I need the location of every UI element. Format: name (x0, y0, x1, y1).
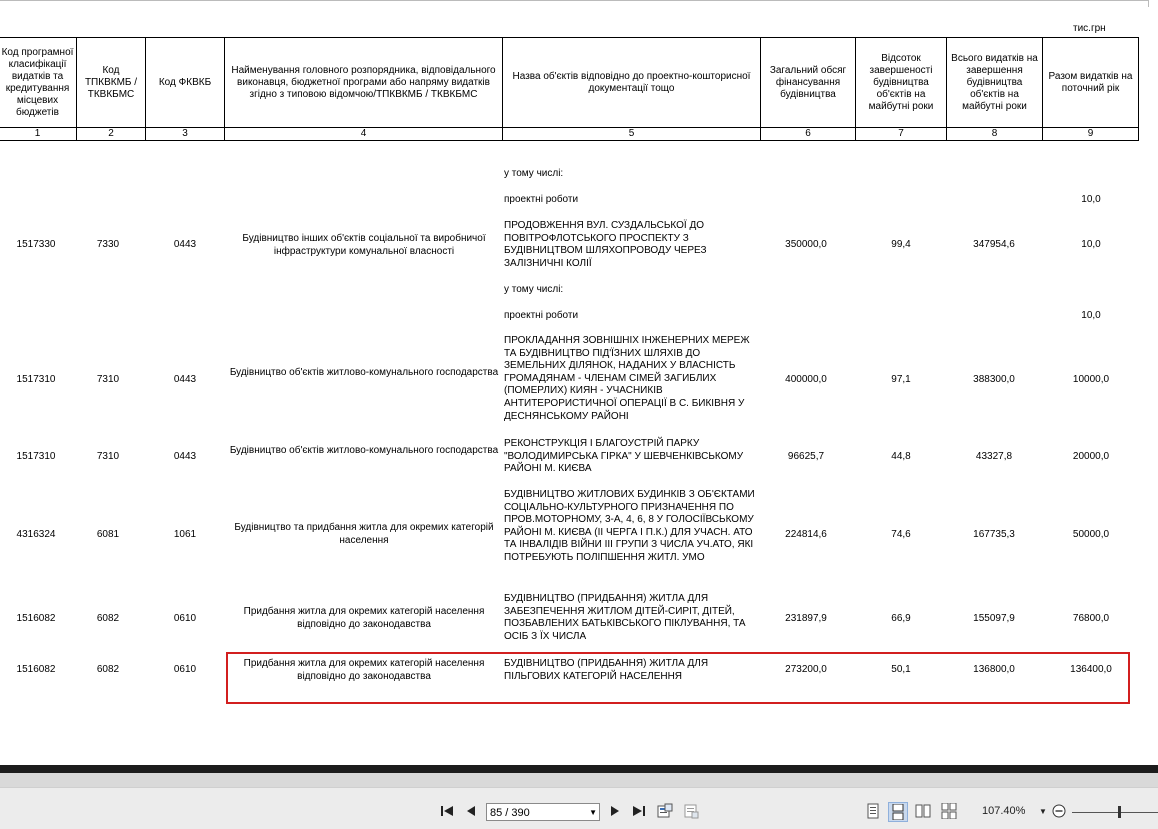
completion-percent: 74,6 (891, 529, 911, 540)
object-name: БУДІВНИЦТВО (ПРИДБАННЯ) ЖИТЛА ДЛЯ ЗАБЕЗПЕЧЕННЯ ЖИТЛОМ ДІТЕЙ-СИРІТ, ДІТЕЙ, ПОЗБАВЛЕНИХ БАТЬКІВСЬКОГО ПІКЛУВАННЯ, ТА ОСІБ З ЇХ ЧИСЛА (504, 593, 746, 642)
current-year-total: 20000,0 (1072, 451, 1110, 462)
header-cell: Код програмної класифікації видатків та кредитування місцевих бюджетів (0, 38, 77, 128)
completion-percent: 44,8 (891, 451, 911, 462)
zoom-level: 107.40% (982, 805, 1026, 817)
header-cell: Відсоток завершеності будівництва об'єктів на майбутні роки (856, 38, 947, 128)
program-name: Будівництво об'єктів житлово-комунального господарства (229, 367, 499, 378)
column-number: 1 (0, 128, 77, 141)
header-cell: Назва об'єктів відповідно до проектно-кошторисної документації тощо (503, 38, 761, 128)
fkvkb-code: 0443 (173, 374, 197, 385)
completion-expenses: 136800,0 (973, 664, 1015, 675)
header-cell: Разом видатків на поточний рік (1043, 38, 1139, 128)
single-page-continuous-icon[interactable] (888, 802, 908, 822)
two-page-icon[interactable] (914, 802, 932, 820)
fkvkb-code: 0610 (173, 664, 197, 675)
program-code: 1516082 (16, 613, 56, 624)
program-name: Будівництво та придбання житла для окремих категорій населення (234, 522, 494, 546)
total-financing: 350000,0 (785, 239, 827, 250)
single-page-icon[interactable] (864, 802, 882, 820)
two-page-continuous-icon[interactable] (940, 802, 958, 820)
program-name: Будівництво інших об'єктів соціальної та виробничої інфраструктури комунальної власності (242, 233, 486, 257)
fkvkb-code: 1061 (173, 529, 197, 540)
page-indicator: 85 / 390 (490, 807, 530, 819)
current-year-total: 136400,0 (1070, 664, 1112, 675)
total-financing: 400000,0 (785, 374, 827, 385)
total-financing: 224814,6 (785, 529, 827, 540)
tpkvkmb-code: 6082 (96, 664, 120, 675)
column-number: 3 (146, 128, 225, 141)
tpkvkmb-code: 6082 (96, 613, 120, 624)
object-name: проектні роботи (504, 310, 579, 321)
page-bottom-edge (0, 765, 1158, 773)
total-financing: 273200,0 (785, 664, 827, 675)
total-financing: 231897,9 (785, 613, 827, 624)
fkvkb-code: 0610 (173, 613, 197, 624)
column-number: 2 (77, 128, 146, 141)
object-name: БУДІВНИЦТВО ЖИТЛОВИХ БУДИНКІВ З ОБ'ЄКТАМИ СОЦІАЛЬНО-КУЛЬТУРНОГО ПРИЗНАЧЕННЯ ПО ПРОВ.МОТОРНОМУ, 3-А, 4, 6, 8 У ГОЛОСІЇВСЬКОМУ РАЙОНІ М. КИЄВА (ІІ ЧЕРГА І П.К.) ДЛЯ УЧАСН. АТО ТА ІНВАЛІДІВ ВІЙНИ ІІІ ГРУПИ З ЧИСЛА УЧ.АТО, ЯКІ ПОТРЕБУЮТЬ ПОЛІПШЕННЯ ЖИТЛ. УМО (504, 489, 755, 563)
zoom-out-icon[interactable] (1050, 802, 1068, 820)
object-name: ПРОКЛАДАННЯ ЗОВНІШНІХ ІНЖЕНЕРНИХ МЕРЕЖ ТА БУДІВНИЦТВО ПІД'ЇЗНИХ ШЛЯХІВ ДО ЗЕМЕЛЬНИХ ДІЛЯНОК, НАДАНИХ У ВЛАСНІСТЬ ГРОМАДЯНАМ - ЧЛЕНАМ СІМЕЙ ЗАГИБЛИХ (ПОМЕРЛИХ) КИЯН - УЧАСНИКІВ АНТИТЕРОРИСТИЧНОЇ ОПЕРАЦІЇ В С. БИКІВНЯ У ДЕСНЯНСЬКОМУ РАЙОНІ (504, 335, 750, 422)
current-year-total: 10,0 (1081, 239, 1101, 250)
object-name: у тому числі: (504, 168, 564, 179)
program-name: Будівництво об'єктів житлово-комунального господарства (229, 445, 499, 456)
column-number: 4 (225, 128, 503, 141)
current-year-total: 50000,0 (1072, 529, 1110, 540)
column-number: 5 (503, 128, 761, 141)
program-name: Придбання житла для окремих категорій населення відповідно до законодавства (243, 658, 485, 682)
page-number-input[interactable] (486, 803, 600, 821)
save-copy-icon[interactable] (656, 802, 674, 820)
program-code: 1516082 (16, 664, 56, 675)
tpkvkmb-code: 6081 (96, 529, 120, 540)
fkvkb-code: 0443 (173, 451, 197, 462)
zoom-slider-thumb[interactable] (1118, 806, 1121, 818)
column-number: 9 (1043, 128, 1139, 141)
header-cell: Код ФКВКБ (146, 38, 225, 128)
completion-expenses: 167735,3 (973, 529, 1015, 540)
header-cell: Найменування головного розпорядника, відповідального виконавця, бюджетної програми або напряму видатків згідно з типовою відомчою/ТПКВКМБ / ТКВКБМС (225, 38, 503, 128)
properties-icon[interactable] (682, 802, 700, 820)
object-name: у тому числі: (504, 284, 564, 295)
column-number: 6 (761, 128, 856, 141)
current-year-total: 10,0 (1081, 194, 1101, 205)
page-top-border (0, 0, 1149, 7)
completion-percent: 99,4 (891, 239, 911, 250)
object-name: БУДІВНИЦТВО (ПРИДБАННЯ) ЖИТЛА ДЛЯ ПІЛЬГОВИХ КАТЕГОРІЙ НАСЕЛЕННЯ (504, 658, 709, 682)
object-name: ПРОДОВЖЕННЯ ВУЛ. СУЗДАЛЬСЬКОЇ ДО ПОВІТРОФЛОТСЬКОГО ПРОСПЕКТУ З БУДІВНИЦТВОМ ШЛЯХОПРОВОДУ ЧЕРЕЗ ЗАЛІЗНИЧНІ КОЛІЇ (504, 220, 707, 269)
chevron-down-icon[interactable]: ▼ (589, 808, 597, 817)
completion-percent: 97,1 (891, 374, 911, 385)
current-year-total: 10000,0 (1072, 374, 1110, 385)
completion-expenses: 347954,6 (973, 239, 1015, 250)
completion-expenses: 43327,8 (975, 451, 1013, 462)
completion-percent: 50,1 (891, 664, 911, 675)
object-name: проектні роботи (504, 194, 579, 205)
unit-label: тис.грн (1073, 23, 1106, 34)
tpkvkmb-code: 7310 (96, 374, 120, 385)
total-financing: 96625,7 (787, 451, 825, 462)
tpkvkmb-code: 7310 (96, 451, 120, 462)
completion-expenses: 388300,0 (973, 374, 1015, 385)
completion-percent: 66,9 (891, 613, 911, 624)
page-gap (0, 773, 1158, 787)
fkvkb-code: 0443 (173, 239, 197, 250)
column-number: 8 (947, 128, 1043, 141)
first-page-icon[interactable] (438, 802, 456, 820)
program-code: 1517310 (16, 451, 56, 462)
object-name: РЕКОНСТРУКЦІЯ І БЛАГОУСТРІЙ ПАРКУ "ВОЛОДИМИРСЬКА ГІРКА" У ШЕВЧЕНКІВСЬКОМУ РАЙОНІ М. КИЄВА (504, 438, 744, 475)
current-year-total: 76800,0 (1072, 613, 1110, 624)
program-code: 1517330 (16, 239, 56, 250)
program-code: 4316324 (16, 529, 56, 540)
pdf-navigation-toolbar (0, 787, 1158, 829)
next-page-icon[interactable] (606, 802, 624, 820)
header-cell: Код ТПКВКМБ / ТКВКБМС (77, 38, 146, 128)
zoom-slider[interactable] (1072, 812, 1158, 813)
column-number: 7 (856, 128, 947, 141)
table-header (0, 37, 1139, 141)
program-code: 1517310 (16, 374, 56, 385)
header-cell: Загальний обсяг фінансування будівництва (761, 38, 856, 128)
prev-page-icon[interactable] (462, 802, 480, 820)
current-year-total: 10,0 (1081, 310, 1101, 321)
completion-expenses: 155097,9 (973, 613, 1015, 624)
last-page-icon[interactable] (630, 802, 648, 820)
tpkvkmb-code: 7330 (96, 239, 120, 250)
zoom-dropdown-icon[interactable]: ▼ (1039, 806, 1047, 816)
header-cell: Всього видатків на завершення будівництва об'єктів на майбутні роки (947, 38, 1043, 128)
highlight-box (226, 652, 1130, 704)
program-name: Придбання житла для окремих категорій населення відповідно до законодавства (243, 606, 485, 630)
